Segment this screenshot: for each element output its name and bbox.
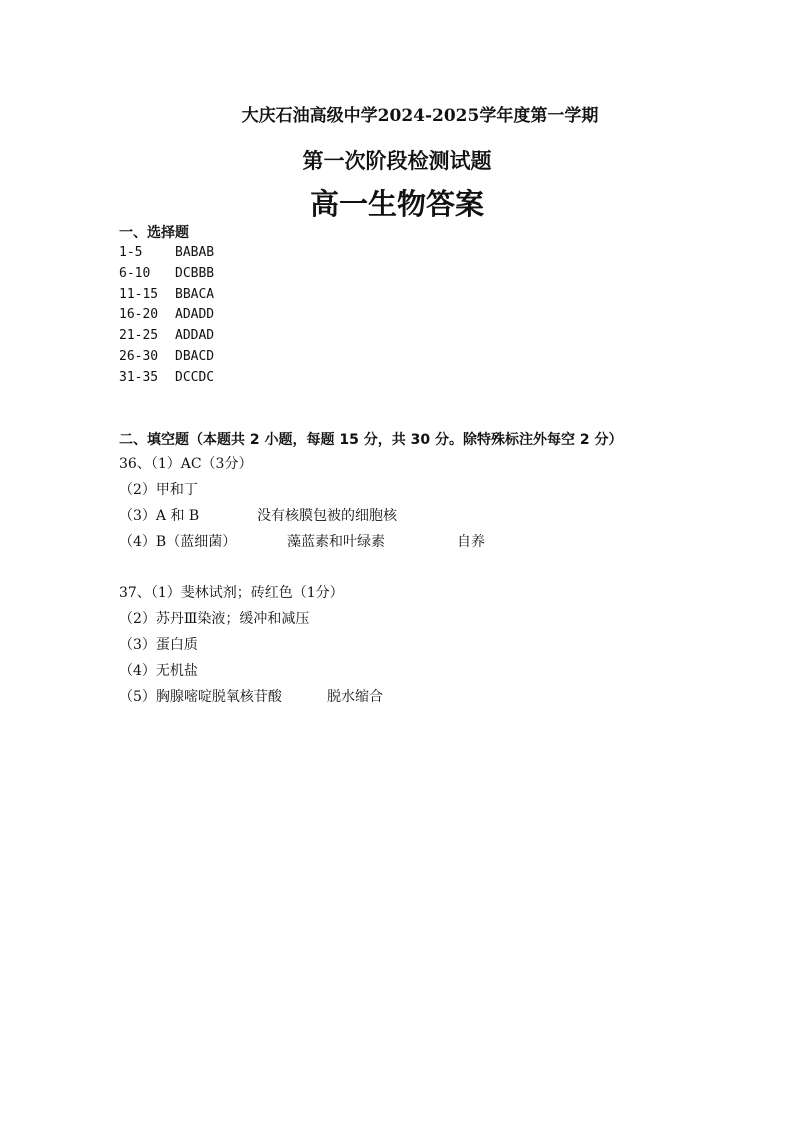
q37-part3 bbox=[119, 632, 383, 658]
q36-part1 bbox=[119, 451, 485, 477]
question-36-answers bbox=[119, 451, 485, 555]
mc-answer-row bbox=[119, 243, 214, 264]
q36-line3-second: 没有核膜包被的细胞核 bbox=[257, 508, 397, 524]
mc-answers: BBACA bbox=[175, 286, 215, 302]
q37-line1-text: 37、（1）斐林试剂；砖红色（1分） bbox=[119, 585, 344, 601]
q36-part2 bbox=[119, 477, 485, 503]
question-37-answers bbox=[119, 580, 383, 710]
q37-line2-text: （2）苏丹Ⅲ染液；缓冲和减压 bbox=[119, 611, 310, 627]
mc-question-range: 16-20 bbox=[119, 307, 159, 323]
q36-line4-first: （4）B（蓝细菌） bbox=[119, 534, 237, 550]
mc-answer-row bbox=[119, 326, 214, 347]
mc-answers: BABAB bbox=[175, 245, 215, 260]
q36-line1-text: 36、（1）AC（3分） bbox=[119, 456, 253, 472]
q37-part5 bbox=[119, 684, 383, 710]
mc-question-range: 1-5 bbox=[119, 245, 143, 260]
q37-line5-first: （5）胸腺嘧啶脱氧核苷酸 bbox=[119, 689, 282, 705]
section-multiple-choice-heading: 一、选择题 bbox=[119, 225, 189, 241]
mc-answer-row bbox=[119, 368, 214, 389]
mc-answers: ADADD bbox=[175, 307, 215, 323]
q37-line4-text: （4）无机盐 bbox=[119, 663, 198, 679]
mc-answer-row bbox=[119, 347, 214, 368]
mc-answer-row bbox=[119, 285, 214, 306]
q37-line5-second: 脱水缩合 bbox=[327, 689, 383, 705]
q36-line3-first: （3）A 和 B bbox=[119, 508, 200, 524]
multiple-choice-answer-list bbox=[119, 243, 214, 389]
q36-line2-text: （2）甲和丁 bbox=[119, 482, 198, 498]
mc-question-range: 6-10 bbox=[119, 265, 151, 281]
mc-answers: DBACD bbox=[175, 348, 215, 364]
q37-part1 bbox=[119, 580, 383, 606]
q37-line3-text: （3）蛋白质 bbox=[119, 637, 198, 653]
mc-question-range: 11-15 bbox=[119, 286, 159, 302]
q37-part2 bbox=[119, 606, 383, 632]
mc-question-range: 31-35 bbox=[119, 369, 159, 385]
mc-answers: ADDAD bbox=[175, 328, 215, 344]
q36-part4 bbox=[119, 529, 485, 555]
mc-question-range: 21-25 bbox=[119, 328, 159, 344]
q36-line4-second: 藻蓝素和叶绿素 bbox=[287, 534, 385, 550]
mc-question-range: 26-30 bbox=[119, 348, 159, 364]
q36-part3 bbox=[119, 503, 485, 529]
subject-answer-title: 高一生物答案 bbox=[309, 187, 484, 221]
mc-answers: DCBBB bbox=[175, 265, 215, 281]
q37-part4 bbox=[119, 658, 383, 684]
mc-answer-row bbox=[119, 305, 214, 326]
q36-line4-third: 自养 bbox=[457, 534, 485, 550]
section-fill-blank-heading: 二、填空题（本题共 2 小题，每题 15 分，共 30 分。除特殊标注外每空 2 分） bbox=[119, 432, 623, 448]
mc-answers: DCCDC bbox=[175, 369, 215, 385]
school-term-title: 大庆石油高级中学2024-2025学年度第一学期 bbox=[241, 106, 599, 126]
mc-answer-row bbox=[119, 264, 214, 285]
exam-name-title: 第一次阶段检测试题 bbox=[302, 148, 492, 173]
